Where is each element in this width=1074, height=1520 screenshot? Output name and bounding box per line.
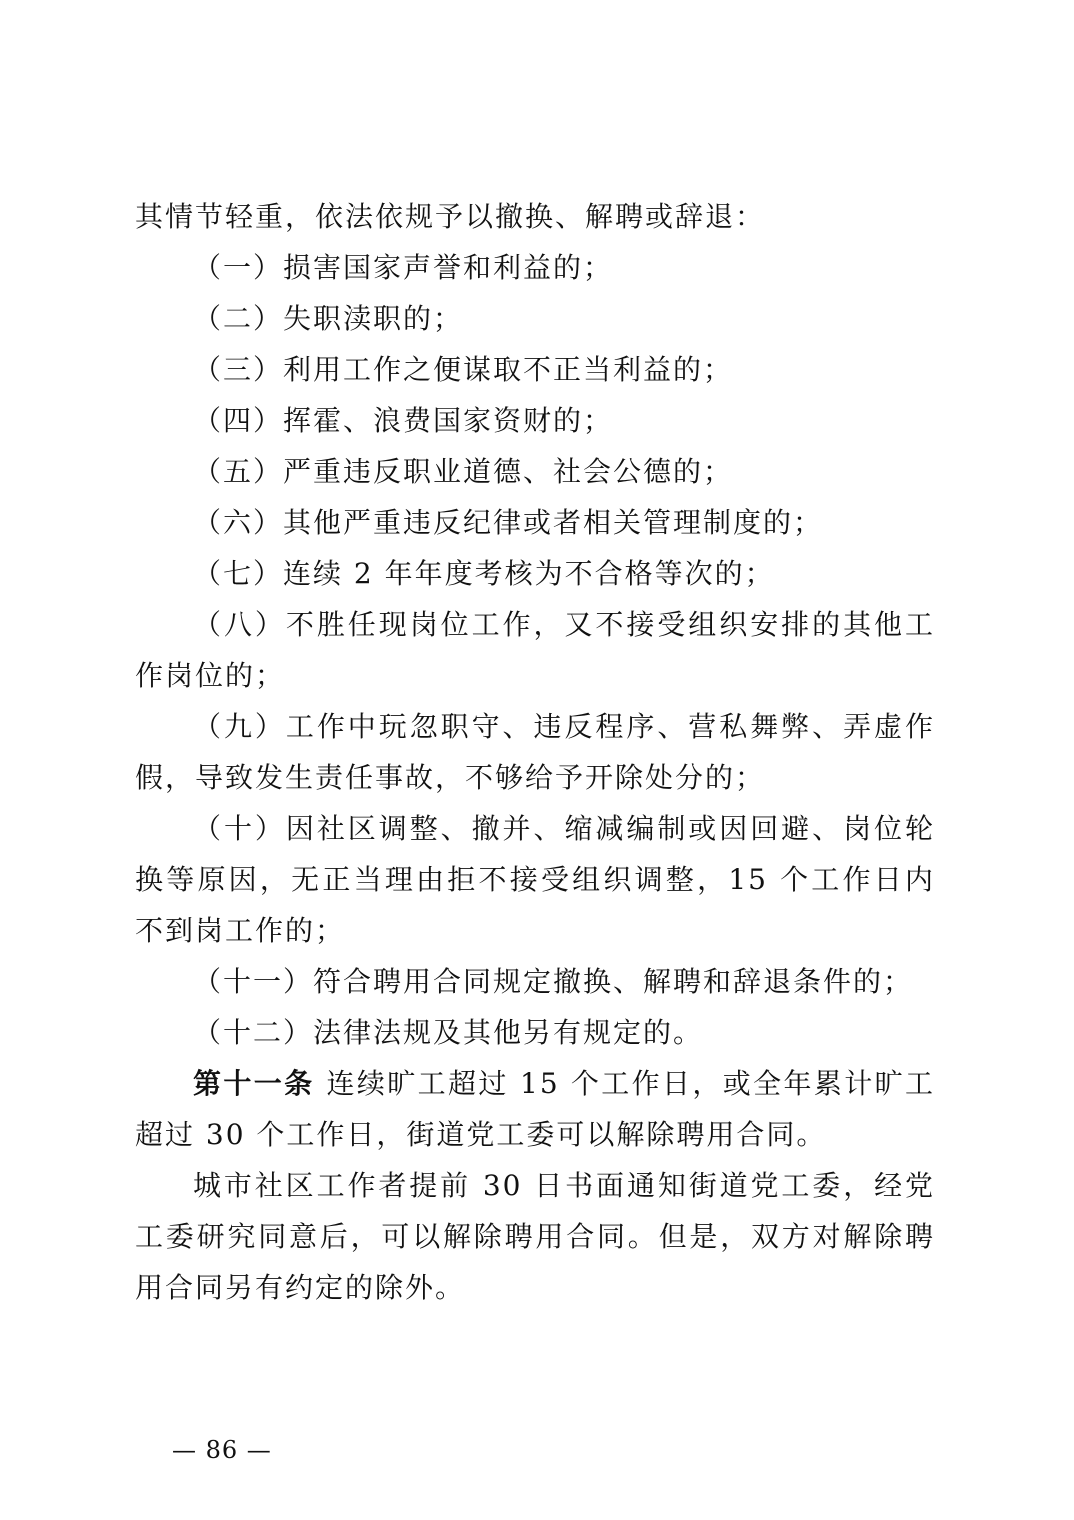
list-item-2: （二）失职渎职的； xyxy=(193,302,464,335)
list-item-11: （十一）符合聘用合同规定撤换、解聘和辞退条件的； xyxy=(193,965,914,998)
list-item-6: （六）其他严重违反纪律或者相关管理制度的； xyxy=(193,506,824,539)
list-item-8: （八）不胜任现岗位工作，又不接受组织安排的其他工作岗位的； xyxy=(135,608,935,692)
list-item-1: （一）损害国家声誉和利益的； xyxy=(193,251,614,284)
article-label: 第十一条 xyxy=(193,1067,315,1100)
page-number: — 86 — xyxy=(172,1436,272,1464)
list-item-12: （十二）法律法规及其他另有规定的。 xyxy=(193,1016,704,1049)
list-item-5: （五）严重违反职业道德、社会公德的； xyxy=(193,455,734,488)
list-item-7: （七）连续 2 年年度考核为不合格等次的； xyxy=(193,557,775,590)
article-11-paragraph xyxy=(135,1058,935,1160)
article-11-text: 连续旷工超过 15 个工作日，或全年累计旷工超过 30 个工作日，街道党工委可以解除聘用合同。 xyxy=(135,1067,935,1151)
list-item-3: （三）利用工作之便谋取不正当利益的； xyxy=(193,353,734,386)
list-item-9: （九）工作中玩忽职守、违反程序、营私舞弊、弄虚作假，导致发生责任事故，不够给予开除处分的； xyxy=(135,710,935,794)
paragraph-continuation: 其情节轻重，依法依规予以撤换、解聘或辞退： xyxy=(135,200,766,233)
resignation-paragraph: 城市社区工作者提前 30 日书面通知街道党工委，经党工委研究同意后，可以解除聘用合同。但是，双方对解除聘用合同另有约定的除外。 xyxy=(135,1169,935,1304)
document-body xyxy=(135,191,935,1313)
list-item-10: （十）因社区调整、撤并、缩减编制或因回避、岗位轮换等原因，无正当理由拒不接受组织调整，15 个工作日内不到岗工作的； xyxy=(135,812,935,947)
list-item-4: （四）挥霍、浪费国家资财的； xyxy=(193,404,614,437)
